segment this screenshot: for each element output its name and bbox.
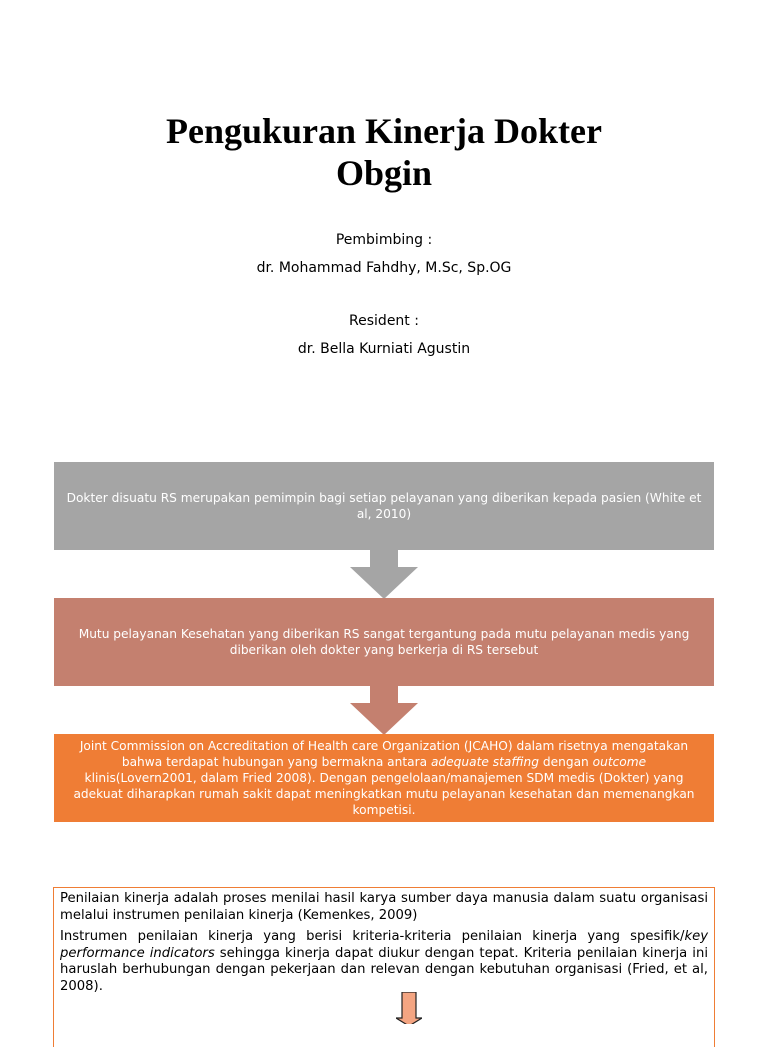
- assessment-emphasis-kpi: key performance indicators: [60, 929, 708, 961]
- supervisor-label: Pembimbing :: [335, 232, 433, 248]
- down-arrow-icon: [350, 549, 418, 599]
- assessment-paragraph-1: Penilaian kinerja adalah proses menilai hasil karya sumber daya manusia dalam suatu organisasi melalui instrumen penilaian kinerja (Kemenkes, 2009): [60, 891, 708, 923]
- flow-box-service-quality-text: Mutu pelayanan Kesehatan yang diberikan RS sangat tergantung pada mutu pelayanan medis yang diberikan oleh dokter yang berkerja di RS tersebut: [78, 627, 690, 657]
- title-line-2: Obgin: [335, 153, 433, 193]
- assessment-paragraph-2: [60, 929, 708, 995]
- assessment-text-part: Instrumen penilaian kinerja yang berisi kriteria-kriteria penilaian kinerja yang spesifik/: [60, 929, 685, 944]
- performance-assessment-textbox: [53, 887, 715, 1047]
- jcaho-emphasis-outcome: outcome: [592, 755, 647, 769]
- jcaho-text-part: dengan: [539, 755, 593, 769]
- down-arrow-icon: [350, 685, 418, 735]
- flow-box-jcaho: [54, 734, 714, 822]
- flow-box-service-quality: [54, 598, 714, 686]
- jcaho-emphasis-staffing: adequate staffing: [430, 755, 539, 769]
- flow-box-leadership: [54, 462, 714, 550]
- resident-label: Resident :: [349, 313, 419, 329]
- supervisor-block: [0, 226, 768, 282]
- resident-name: dr. Bella Kurniati Agustin: [297, 341, 471, 357]
- title-line-1: Pengukuran Kinerja Dokter: [166, 111, 602, 151]
- jcaho-text-part: Joint Commission on Accreditation of Health care Organization (JCAHO) dalam risetnya mengatakan bahwa terdapat hubungan yang bermakna antara: [79, 739, 689, 769]
- supervisor-name: dr. Mohammad Fahdhy, M.Sc, Sp.OG: [256, 260, 512, 276]
- resident-block: [0, 307, 768, 363]
- jcaho-text-part: klinis(Lovern2001, dalam Fried 2008). Dengan pengelolaan/manajemen SDM medis (Dokter) yang adekuat diharapkan rumah sakit dapat meningkatkan mutu pelayanan kesehatan dan memenangkan kompetisi.: [73, 771, 695, 817]
- assessment-text-part: sehingga kinerja dapat diukur dengan tepat. Kriteria penilaian kinerja ini haruslah berhubungan dengan pekerjaan dan relevan dengan kebutuhan organisasi (Fried, et al, 2008).: [60, 945, 708, 994]
- flow-box-jcaho-text: [64, 738, 704, 818]
- down-arrow-icon: [396, 992, 422, 1024]
- flow-box-leadership-text: Dokter disuatu RS merupakan pemimpin bagi setiap pelayanan yang diberikan kepada pasien (White et al, 2010): [66, 491, 702, 521]
- page-title: [0, 110, 768, 194]
